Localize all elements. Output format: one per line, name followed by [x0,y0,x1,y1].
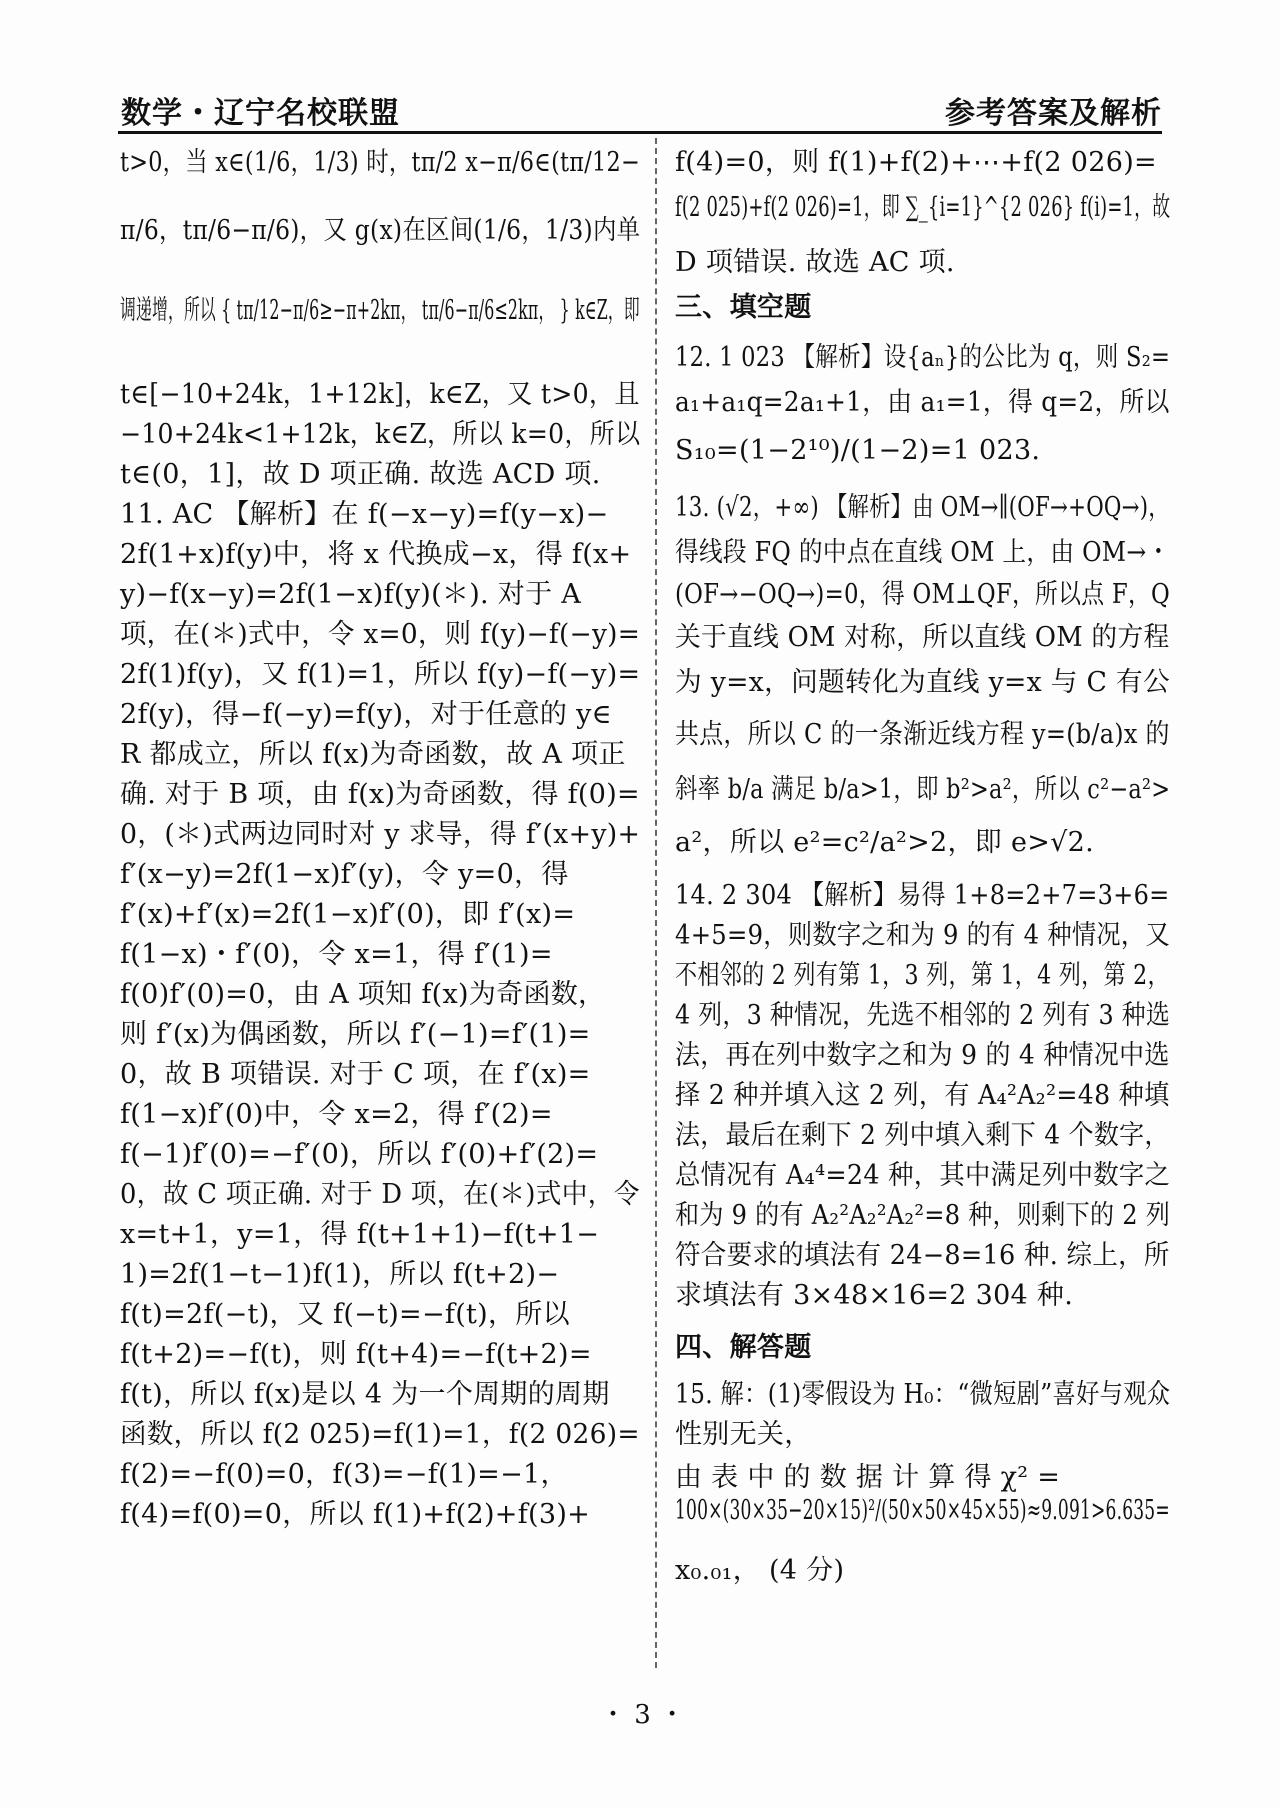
header-rule [118,131,1162,134]
left-text-line: 项，在(＊)式中，令 x=0，则 f(y)−f(−y)= [120,619,641,650]
right-text-line: 性别无关， [675,1419,812,1450]
right-text-line: 择 2 种并填入这 2 列，有 A₄²A₂²=48 种填 [675,1080,1170,1111]
right-text-line: D 项错误. 故选 AC 项. [675,247,955,278]
right-text-line: f(2 025)+f(2 026)=1，即 ∑_{i=1}^{2 026} f(i)=1，故 [675,192,1171,223]
left-text-line: 函数，所以 f(2 025)=f(1)=1，f(2 026)= [120,1419,640,1450]
right-text-line: 和为 9 的有 A₂²A₂²A₂²=8 种，则剩下的 2 列 [675,1200,1171,1231]
left-text-line: 2f(y)，得−f(−y)=f(y)，对于任意的 y∈ [120,699,612,730]
page-number: ・ 3 ・ [600,1700,686,1730]
right-text-line: 斜率 b/a 满足 b/a>1，即 b²>a²，所以 c²−a²> [675,774,1171,805]
left-text-line: 2f(1)f(y)，又 f(1)=1，所以 f(y)−f(−y)= [120,659,641,690]
right-text-line: (OF→−OQ→)=0，得 OM⊥QF，所以点 F，Q [675,579,1171,610]
right-text-line: 三、填空题 [675,292,812,323]
right-text-line: 求填法有 3×48×16=2 304 种. [675,1280,1074,1311]
left-text-line: t>0，当 x∈(1/6，1/3) 时，tπ/2 x−π/6∈(tπ/12− [120,147,640,178]
right-text-line: 15. 解：(1)零假设为 H₀：“微短剧”喜好与观众 [675,1379,1171,1410]
left-text-line: 则 f′(x)为偶函数，所以 f′(−1)=f′(1)= [120,1019,591,1050]
right-text-line: f(4)=0，则 f(1)+f(2)+⋯+f(2 026)= [675,147,1157,178]
left-text-line: f′(x)+f′(x)=2f(1−x)f′(0)，即 f′(x)= [120,899,576,930]
header-title: 参考答案及解析 [945,96,1162,131]
left-text-line: t∈(0，1]，故 D 项正确. 故选 ACD 项. [120,459,601,490]
left-text-line: 11. AC 【解析】在 f(−x−y)=f(y−x)− [120,499,609,530]
column-divider [655,138,657,1668]
right-text-line: 得线段 FQ 的中点在直线 OM 上，由 OM→・ [675,537,1171,568]
right-text-line: 100×(30×35−20×15)²/(50×50×45×55)≈9.091>6.635= [675,1495,1170,1526]
left-text-line: f(t)，所以 f(x)是以 4 为一个周期的周期 [120,1379,610,1410]
right-text-line: 13. (√2，+∞) 【解析】由 OM→∥(OF→+OQ→)， [675,492,1170,523]
right-text-line: 符合要求的填法有 24−8=16 种. 综上，所 [675,1240,1170,1271]
right-text-line: a₁+a₁q=2a₁+1，由 a₁=1，得 q=2，所以 [675,387,1170,418]
left-text-line: 2f(1+x)f(y)中，将 x 代换成−x，得 f(x+ [120,539,632,570]
left-text-line: 调递增，所以 { tπ/12−π/6≥−π+2kπ， tπ/6−π/6≤2kπ， } k∈Z，即 [120,295,640,326]
right-text-line: 为 y=x，问题转化为直线 y=x 与 C 有公 [675,667,1170,698]
left-text-line: f(0)f′(0)=0，由 A 项知 f(x)为奇函数， [120,979,606,1010]
left-text-line: R 都成立，所以 f(x)为奇函数，故 A 项正 [120,739,626,770]
right-text-line: 关于直线 OM 对称，所以直线 OM 的方程 [675,622,1170,653]
right-text-line: 共点，所以 C 的一条渐近线方程 y=(b/a)x 的 [675,719,1170,750]
left-text-line: 0，(＊)式两边同时对 y 求导，得 f′(x+y)+ [120,819,641,850]
left-text-line: π/6，tπ/6−π/6)，又 g(x)在区间(1/6，1/3)内单 [120,215,641,246]
left-text-line: f(2)=−f(0)=0，f(3)=−f(1)=−1， [120,1459,568,1490]
right-text-line: x₀.₀₁， (4 分) [675,1555,845,1586]
right-text-line: 总情况有 A₄⁴=24 种，其中满足列中数字之 [675,1160,1171,1191]
right-text-line: 法，最后在剩下 2 列中填入剩下 4 个数字， [675,1120,1170,1151]
left-text-line: f(−1)f′(0)=−f′(0)，所以 f′(0)+f′(2)= [120,1139,599,1170]
left-text-line: f(t+2)=−f(t)，则 f(t+4)=−f(t+2)= [120,1339,592,1370]
right-text-line: 法，再在列中数字之和为 9 的 4 种情况中选 [675,1040,1170,1071]
left-text-line: 0，故 B 项错误. 对于 C 项，在 f′(x)= [120,1059,591,1090]
left-text-line: 确. 对于 B 项，由 f(x)为奇函数，得 f(0)= [120,779,640,810]
right-text-line: S₁₀=(1−2¹⁰)/(1−2)=1 023. [675,435,1041,466]
right-text-line: 由 表 中 的 数 据 计 算 得 χ² = [675,1462,1061,1493]
left-text-line: 1)=2f(1−t−1)f(1)，所以 f(t+2)− [120,1259,560,1290]
left-text-line: x=t+1，y=1，得 f(t+1+1)−f(t+1− [120,1219,600,1250]
right-text-line: 12. 1 023 【解析】设{aₙ}的公比为 q，则 S₂= [675,342,1171,373]
left-text-line: y)−f(x−y)=2f(1−x)f(y)(＊). 对于 A [120,579,582,610]
left-text-line: t∈[−10+24k，1+12k]，k∈Z，又 t>0，且 [120,379,640,410]
right-text-line: a²，所以 e²=c²/a²>2，即 e>√2. [675,827,1095,858]
header-subject: 数学・辽宁名校联盟 [121,96,400,131]
left-text-line: −10+24k<1+12k，k∈Z，所以 k=0，所以 [120,419,641,450]
left-text-line: f(1−x)・f′(0)，令 x=1，得 f′(1)= [120,939,553,970]
right-text-line: 不相邻的 2 列有第 1，3 列，第 1，4 列，第 2， [675,960,1170,991]
left-text-line: f(1−x)f′(0)中，令 x=2，得 f′(2)= [120,1099,553,1130]
right-text-line: 4+5=9，则数字之和为 9 的有 4 种情况，又 [675,920,1170,951]
right-text-line: 四、解答题 [675,1332,812,1363]
right-text-line: 14. 2 304 【解析】易得 1+8=2+7=3+6= [675,880,1170,911]
left-text-line: 0，故 C 项正确. 对于 D 项，在(＊)式中，令 [120,1179,640,1210]
left-text-line: f(t)=2f(−t)，又 f(−t)=−f(t)，所以 [120,1299,570,1330]
left-text-line: f(4)=f(0)=0，所以 f(1)+f(2)+f(3)+ [120,1499,591,1530]
right-text-line: 4 列，3 种情况，先选不相邻的 2 列有 3 种选 [675,1000,1171,1031]
left-text-line: f′(x−y)=2f(1−x)f′(y)，令 y=0，得 [120,859,569,890]
